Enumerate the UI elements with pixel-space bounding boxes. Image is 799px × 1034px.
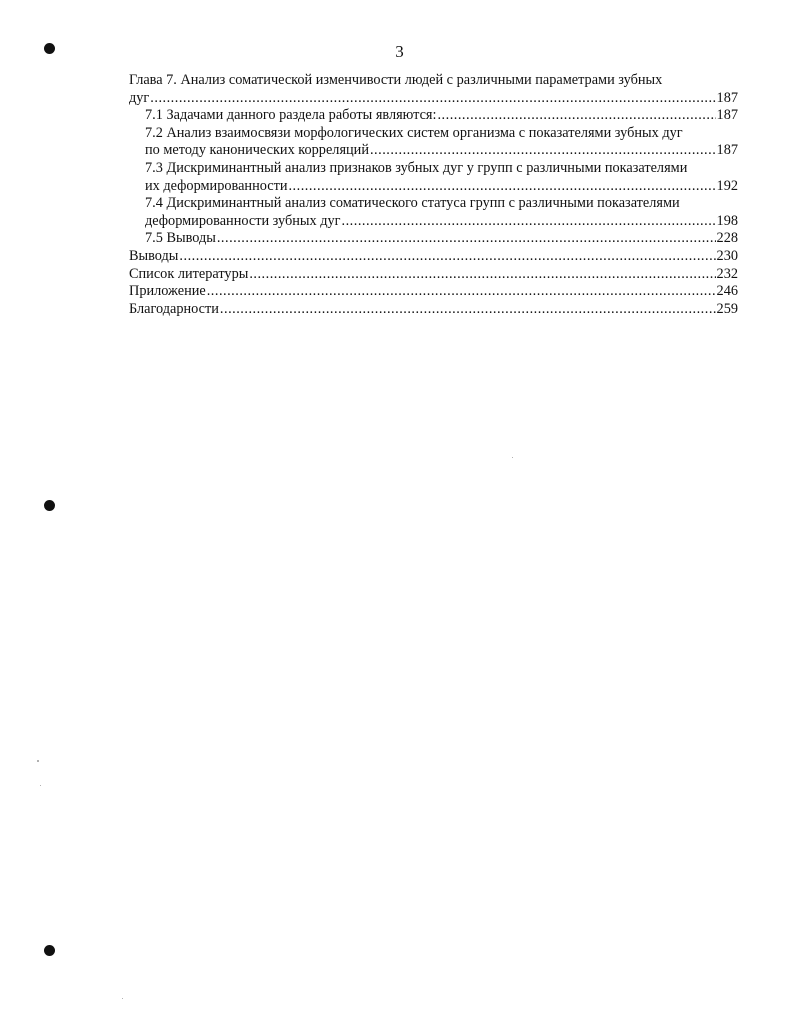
toc-entry-appendix — [129, 283, 738, 301]
dot-leader — [437, 107, 715, 125]
toc-entry-7-5 — [129, 230, 738, 248]
toc-entry-text: их деформированности — [145, 177, 288, 194]
punch-hole-bottom — [44, 945, 55, 956]
dot-leader — [220, 301, 716, 319]
toc-page-number: 187 — [716, 107, 738, 124]
toc-entry-text: дуг — [129, 89, 150, 106]
toc-entry-text: 7.1 Задачами данного раздела работы являются: — [145, 107, 437, 124]
toc-entry-text: 7.3 Дискриминантный анализ признаков зубных дуг у групп с различными показателями — [145, 159, 688, 176]
dot-leader — [342, 213, 716, 231]
scan-speck — [40, 785, 41, 786]
toc-entry-text: 7.5 Выводы — [145, 230, 216, 247]
toc-entry-chapter-7 — [129, 72, 738, 107]
toc-entry-7-1 — [129, 107, 738, 125]
dot-leader — [288, 178, 715, 196]
toc-entry-conclusions — [129, 248, 738, 266]
page-number: 3 — [395, 42, 404, 61]
toc-entry-references — [129, 266, 738, 284]
dot-leader — [249, 266, 715, 284]
toc-entry-text: деформированности зубных дуг — [145, 212, 341, 229]
toc-entry-text: по методу канонических корреляций — [145, 142, 369, 159]
punch-hole-middle — [44, 500, 55, 511]
scan-speck — [512, 457, 513, 458]
toc-entry-7-2 — [129, 125, 738, 160]
toc-entry-text: Глава 7. Анализ соматической изменчивости людей с различными параметрами зубных — [129, 72, 663, 88]
toc-entry-text: Благодарности — [129, 300, 219, 317]
dot-leader — [370, 142, 716, 160]
toc-page-number: 187 — [716, 142, 738, 159]
toc-entry-text: 7.2 Анализ взаимосвязи морфологических систем организма с показателями зубных дуг — [145, 124, 683, 141]
scan-speck — [37, 760, 39, 762]
toc-page-number: 259 — [716, 300, 738, 317]
toc-entry-7-3 — [129, 160, 738, 195]
toc-page-number: 198 — [716, 212, 738, 229]
toc-page-number: 232 — [716, 265, 738, 282]
toc-entry-acknowledgements — [129, 301, 738, 319]
toc-entry-text: Выводы — [129, 247, 179, 264]
toc-page-number: 230 — [716, 247, 738, 264]
dot-leader — [207, 283, 716, 301]
toc-entry-text: 7.4 Дискриминантный анализ соматического статуса групп с различными показателями — [145, 195, 680, 212]
toc-entry-7-4 — [129, 195, 738, 230]
dot-leader — [217, 230, 716, 248]
toc-entry-text: Приложение — [129, 283, 206, 300]
toc-page-number: 246 — [716, 283, 738, 300]
toc-page-number: 192 — [716, 177, 738, 194]
toc-entry-text: Список литературы — [129, 265, 249, 282]
toc-page-number: 187 — [716, 89, 738, 106]
toc-page-number: 228 — [716, 230, 738, 247]
scan-speck — [122, 998, 123, 999]
table-of-contents — [129, 72, 738, 318]
dot-leader — [179, 248, 715, 266]
dot-leader — [150, 90, 715, 108]
